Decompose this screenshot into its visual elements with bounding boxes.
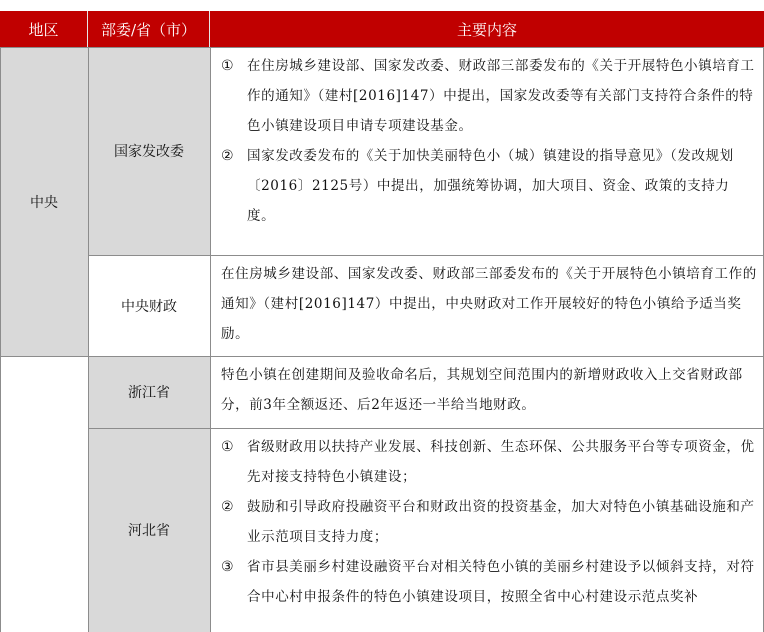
item-number: ② [221,499,234,515]
item-number: ① [221,439,234,455]
item-text: 国家发改委发布的《关于加快美丽特色小（城）镇建设的指导意见》（发改规划〔2016〕2125号）中提出，加强统筹协调，加大项目、资金、政策的支持力度。 [247,148,734,224]
dept-label: 浙江省 [128,385,170,401]
item-text: 省级财政用以扶持产业发展、科技创新、生态环保、公共服务平台等专项资金，优先对接支持特色小镇建设； [247,439,755,485]
list-item [221,141,757,231]
content-text: 在住房城乡建设部、国家发改委、财政部三部委发布的《关于开展特色小镇培育工作的通知》（建村[2016]147）中提出，中央财政对工作开展较好的特色小镇给予适当奖励。 [221,266,757,342]
dept-label: 国家发改委 [114,144,184,160]
list-item [221,492,757,552]
item-number: ② [221,148,234,164]
item-text: 省市县美丽乡村建设融资平台对相关特色小镇的美丽乡村建设予以倾斜支持，对符合中心村申报条件的特色小镇建设项目，按照全省中心村建设示范点奖补 [247,559,755,605]
item-number: ③ [221,559,234,575]
content-text: 特色小镇在创建期间及验收命名后，其规划空间范围内的新增财政收入上交省财政部分，前3年全额返还、后2年返还一半给当地财政。 [221,367,743,413]
header-region: 地区 [0,11,88,47]
list-item [221,51,757,141]
item-text: 鼓励和引导政府投融资平台和财政出资的投资基金，加大对特色小镇基础设施和产业示范项目支持力度； [247,499,755,545]
list-item [221,552,757,612]
dept-label: 河北省 [128,523,170,539]
list-item [221,432,757,492]
header-content: 主要内容 [210,11,764,47]
content-cell [211,47,763,255]
content-cell [211,428,763,632]
header-department: 部委/省（市） [88,11,210,47]
region-label: 中央 [30,194,58,211]
dept-label: 中央财政 [121,298,177,315]
item-text: 在住房城乡建设部、国家发改委、财政部三部委发布的《关于开展特色小镇培育工作的通知》（建村[2016]147）中提出，国家发改委等有关部门支持符合条件的特色小镇建设项目申请专项建设基金。 [247,58,755,134]
item-number: ① [221,58,234,74]
